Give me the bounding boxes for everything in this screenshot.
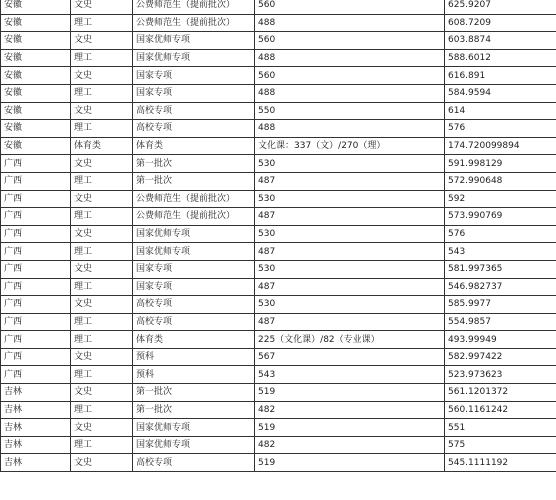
table-body (1, 0, 556, 472)
control-line-cell: 543 (255, 366, 445, 384)
province-cell: 广西 (1, 348, 71, 366)
subject-category-cell: 文史 (71, 0, 133, 14)
subject-category-cell: 理工 (71, 120, 133, 138)
subject-category-cell: 文史 (71, 419, 133, 437)
subject-category-cell: 理工 (71, 366, 133, 384)
score-cell: 543 (445, 243, 556, 261)
control-line-cell: 519 (255, 419, 445, 437)
subject-category-cell: 理工 (71, 14, 133, 32)
batch-cell: 体育类 (133, 331, 255, 349)
province-cell: 吉林 (1, 436, 71, 454)
control-line-cell: 530 (255, 155, 445, 173)
batch-cell: 体育类 (133, 137, 255, 155)
score-cell: 591.998129 (445, 155, 556, 173)
subject-category-cell: 文史 (71, 225, 133, 243)
province-cell: 安徽 (1, 102, 71, 120)
subject-category-cell: 理工 (71, 278, 133, 296)
subject-category-cell: 文史 (71, 348, 133, 366)
batch-cell: 第一批次 (133, 172, 255, 190)
subject-category-cell: 文史 (71, 454, 133, 472)
score-cell: 584.9594 (445, 84, 556, 102)
province-cell: 安徽 (1, 32, 71, 50)
table-row (1, 348, 556, 366)
batch-cell: 高校专项 (133, 120, 255, 138)
table-row (1, 366, 556, 384)
table-row (1, 260, 556, 278)
table-row (1, 208, 556, 226)
subject-category-cell: 文史 (71, 190, 133, 208)
control-line-cell: 487 (255, 172, 445, 190)
batch-cell: 公费师范生（提前批次） (133, 0, 255, 14)
subject-category-cell: 理工 (71, 49, 133, 67)
subject-category-cell: 理工 (71, 243, 133, 261)
control-line-cell: 530 (255, 260, 445, 278)
batch-cell: 国家优师专项 (133, 436, 255, 454)
score-cell: 573.990769 (445, 208, 556, 226)
score-cell: 625.9207 (445, 0, 556, 14)
province-cell: 广西 (1, 278, 71, 296)
batch-cell: 国家专项 (133, 67, 255, 85)
batch-cell: 高校专项 (133, 313, 255, 331)
score-cell: 554.9857 (445, 313, 556, 331)
score-cell: 560.1161242 (445, 401, 556, 419)
province-cell: 广西 (1, 155, 71, 173)
batch-cell: 高校专项 (133, 296, 255, 314)
table-row (1, 278, 556, 296)
province-cell: 安徽 (1, 84, 71, 102)
province-cell: 吉林 (1, 454, 71, 472)
table-row (1, 384, 556, 402)
table-row (1, 0, 556, 14)
control-line-cell: 567 (255, 348, 445, 366)
batch-cell: 预科 (133, 366, 255, 384)
control-line-cell: 487 (255, 278, 445, 296)
table-row (1, 190, 556, 208)
batch-cell: 国家优师专项 (133, 49, 255, 67)
subject-category-cell: 理工 (71, 313, 133, 331)
batch-cell: 公费师范生（提前批次） (133, 190, 255, 208)
province-cell: 吉林 (1, 384, 71, 402)
province-cell: 安徽 (1, 0, 71, 14)
score-cell: 545.1111192 (445, 454, 556, 472)
batch-cell: 公费师范生（提前批次） (133, 208, 255, 226)
score-cell: 576 (445, 225, 556, 243)
province-cell: 安徽 (1, 14, 71, 32)
control-line-cell: 487 (255, 313, 445, 331)
subject-category-cell: 文史 (71, 384, 133, 402)
province-cell: 广西 (1, 296, 71, 314)
score-cell: 588.6012 (445, 49, 556, 67)
control-line-cell: 225（文化课）/82（专业课） (255, 331, 445, 349)
control-line-cell: 560 (255, 67, 445, 85)
table-row (1, 84, 556, 102)
control-line-cell: 488 (255, 14, 445, 32)
control-line-cell: 519 (255, 384, 445, 402)
subject-category-cell: 理工 (71, 84, 133, 102)
subject-category-cell: 文史 (71, 260, 133, 278)
score-cell: 585.9977 (445, 296, 556, 314)
score-cell: 561.1201372 (445, 384, 556, 402)
province-cell: 吉林 (1, 401, 71, 419)
control-line-cell: 487 (255, 243, 445, 261)
score-cell: 174.720099894 (445, 137, 556, 155)
subject-category-cell: 理工 (71, 208, 133, 226)
table-row (1, 155, 556, 173)
province-cell: 广西 (1, 260, 71, 278)
batch-cell: 高校专项 (133, 102, 255, 120)
batch-cell: 国家优师专项 (133, 32, 255, 50)
control-line-cell: 519 (255, 454, 445, 472)
control-line-cell: 560 (255, 0, 445, 14)
province-cell: 安徽 (1, 120, 71, 138)
province-cell: 广西 (1, 331, 71, 349)
province-cell: 安徽 (1, 49, 71, 67)
batch-cell: 国家优师专项 (133, 225, 255, 243)
score-cell: 551 (445, 419, 556, 437)
subject-category-cell: 理工 (71, 401, 133, 419)
control-line-cell: 560 (255, 32, 445, 50)
table-row (1, 32, 556, 50)
batch-cell: 国家专项 (133, 278, 255, 296)
table-row (1, 120, 556, 138)
table-row (1, 225, 556, 243)
control-line-cell: 487 (255, 208, 445, 226)
subject-category-cell: 理工 (71, 331, 133, 349)
province-cell: 广西 (1, 366, 71, 384)
table-row (1, 296, 556, 314)
table-row (1, 67, 556, 85)
province-cell: 广西 (1, 172, 71, 190)
table-row (1, 436, 556, 454)
table-row (1, 401, 556, 419)
score-cell: 582.997422 (445, 348, 556, 366)
score-cell: 493.99949 (445, 331, 556, 349)
control-line-cell: 482 (255, 436, 445, 454)
table-row (1, 313, 556, 331)
province-cell: 广西 (1, 243, 71, 261)
province-cell: 吉林 (1, 419, 71, 437)
table-row (1, 419, 556, 437)
batch-cell: 第一批次 (133, 155, 255, 173)
province-cell: 广西 (1, 313, 71, 331)
control-line-cell: 文化课：337（文）/270（理） (255, 137, 445, 155)
batch-cell: 预科 (133, 348, 255, 366)
batch-cell: 第一批次 (133, 384, 255, 402)
province-cell: 安徽 (1, 137, 71, 155)
subject-category-cell: 体育类 (71, 137, 133, 155)
control-line-cell: 488 (255, 120, 445, 138)
province-cell: 广西 (1, 225, 71, 243)
table-row (1, 49, 556, 67)
subject-category-cell: 理工 (71, 172, 133, 190)
table-row (1, 331, 556, 349)
table-row (1, 102, 556, 120)
table-row (1, 137, 556, 155)
table-row (1, 172, 556, 190)
table-row (1, 454, 556, 472)
score-cell: 581.997365 (445, 260, 556, 278)
score-cell: 576 (445, 120, 556, 138)
control-line-cell: 550 (255, 102, 445, 120)
control-line-cell: 530 (255, 296, 445, 314)
score-cell: 523.973623 (445, 366, 556, 384)
score-cell: 572.990648 (445, 172, 556, 190)
subject-category-cell: 文史 (71, 296, 133, 314)
table-row (1, 243, 556, 261)
control-line-cell: 482 (255, 401, 445, 419)
score-cell: 575 (445, 436, 556, 454)
province-cell: 广西 (1, 208, 71, 226)
batch-cell: 国家优师专项 (133, 419, 255, 437)
subject-category-cell: 文史 (71, 102, 133, 120)
control-line-cell: 488 (255, 84, 445, 102)
control-line-cell: 530 (255, 190, 445, 208)
subject-category-cell: 文史 (71, 155, 133, 173)
score-cell: 616.891 (445, 67, 556, 85)
score-cell: 608.7209 (445, 14, 556, 32)
subject-category-cell: 理工 (71, 436, 133, 454)
batch-cell: 公费师范生（提前批次） (133, 14, 255, 32)
province-cell: 安徽 (1, 67, 71, 85)
batch-cell: 国家专项 (133, 84, 255, 102)
subject-category-cell: 文史 (71, 67, 133, 85)
control-line-cell: 530 (255, 225, 445, 243)
batch-cell: 高校专项 (133, 454, 255, 472)
table-row (1, 14, 556, 32)
batch-cell: 国家优师专项 (133, 243, 255, 261)
batch-cell: 第一批次 (133, 401, 255, 419)
score-cell: 614 (445, 102, 556, 120)
score-cell: 603.8874 (445, 32, 556, 50)
score-cell: 592 (445, 190, 556, 208)
score-cell: 546.982737 (445, 278, 556, 296)
control-line-cell: 488 (255, 49, 445, 67)
batch-cell: 国家专项 (133, 260, 255, 278)
province-cell: 广西 (1, 190, 71, 208)
subject-category-cell: 文史 (71, 32, 133, 50)
